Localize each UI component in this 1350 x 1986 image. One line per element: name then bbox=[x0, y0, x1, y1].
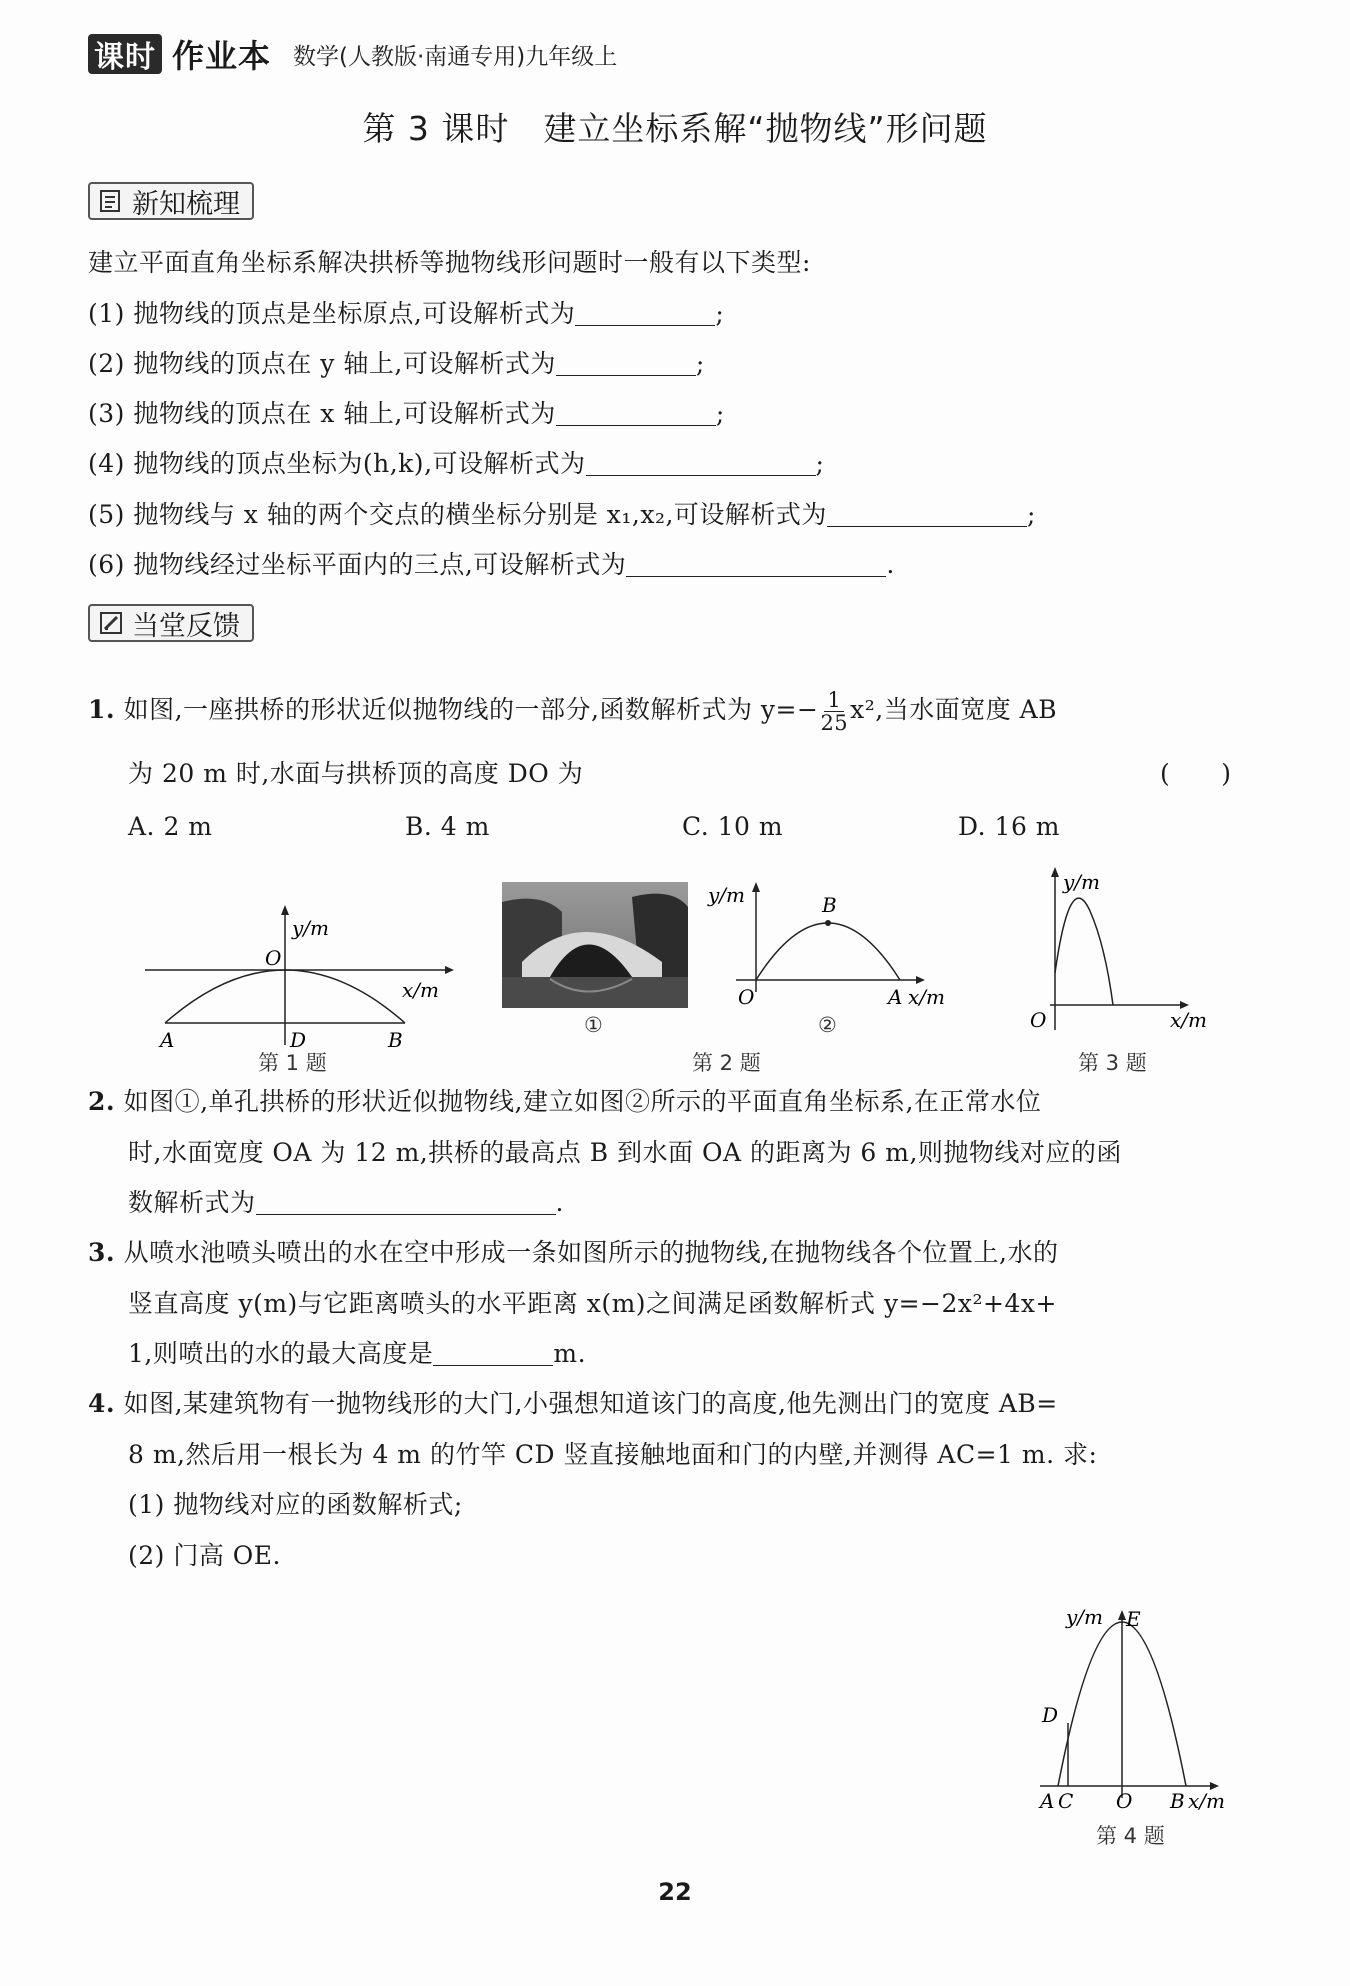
fill-item-end: ; bbox=[815, 449, 825, 478]
section-tag-label: 新知梳理 bbox=[132, 188, 240, 220]
label-o: O bbox=[1030, 1008, 1047, 1032]
figure-2-diagram bbox=[706, 872, 966, 1012]
label-b: B bbox=[388, 1028, 403, 1052]
y-axis-arrow bbox=[752, 882, 760, 892]
answer-blank[interactable] bbox=[586, 448, 816, 476]
label-a: A bbox=[888, 985, 903, 1009]
answer-blank[interactable] bbox=[556, 348, 696, 376]
y-axis-label: y/m bbox=[292, 916, 330, 940]
question-text: 1,则喷出的水的最大高度是 bbox=[128, 1339, 434, 1368]
label-a: A bbox=[160, 1028, 175, 1052]
question-text: 如图,某建筑物有一抛物线形的大门,小强想知道该门的高度,他先测出门的宽度 AB= bbox=[123, 1389, 1058, 1418]
question-text: 如图,一座拱桥的形状近似抛物线的一部分,函数解析式为 y=− bbox=[123, 695, 819, 724]
label-o: O bbox=[1116, 1789, 1133, 1813]
option-a[interactable]: A. 2 m bbox=[128, 812, 213, 841]
question-end: . bbox=[555, 1188, 564, 1217]
question-4-line-1 bbox=[88, 1387, 1058, 1421]
figure-1-diagram bbox=[140, 895, 460, 1055]
label-d: D bbox=[1042, 1703, 1059, 1727]
fill-item-text: (2) 抛物线的顶点在 y 轴上,可设解析式为 bbox=[88, 349, 556, 378]
question-3-line-1 bbox=[88, 1236, 1058, 1270]
x-axis-arrow bbox=[445, 966, 454, 974]
question-2-line-2: 时,水面宽度 OA 为 12 m,拱桥的最高点 B 到水面 OA 的距离为 6 m,则抛物线对应的函 bbox=[128, 1138, 1122, 1167]
photo-label: ① bbox=[584, 1013, 603, 1037]
fill-item-end: ; bbox=[1026, 500, 1036, 529]
question-text: 数解析式为 bbox=[128, 1188, 256, 1217]
label-c: C bbox=[1058, 1789, 1074, 1813]
label-b: B bbox=[1170, 1789, 1185, 1813]
option-c[interactable]: C. 10 m bbox=[682, 812, 784, 841]
question-2-line-1 bbox=[88, 1085, 1041, 1119]
y-axis-label: y/m bbox=[708, 883, 746, 907]
question-3-line-2: 竖直高度 y(m)与它距离喷头的水平距离 x(m)之间满足函数解析式 y=−2x²+4x+ bbox=[128, 1289, 1057, 1318]
fill-item-4 bbox=[88, 447, 824, 481]
fill-item-text: (5) 抛物线与 x 轴的两个交点的横坐标分别是 x₁,x₂,可设解析式为 bbox=[88, 500, 827, 529]
label-o: O bbox=[265, 946, 282, 970]
fill-item-text: (1) 抛物线的顶点是坐标原点,可设解析式为 bbox=[88, 299, 576, 328]
figure-2-caption: 第 2 题 bbox=[692, 1051, 761, 1075]
x-axis-label: x/m bbox=[1188, 1789, 1225, 1813]
figure-1-caption: 第 1 题 bbox=[258, 1051, 327, 1075]
x-axis-label: x/m bbox=[402, 978, 439, 1002]
figure-4-caption: 第 4 题 bbox=[1096, 1824, 1165, 1848]
answer-blank[interactable] bbox=[575, 298, 715, 326]
option-b[interactable]: B. 4 m bbox=[405, 812, 490, 841]
label-b: B bbox=[822, 893, 837, 917]
fraction-denominator: 25 bbox=[820, 711, 849, 735]
page-header bbox=[88, 32, 617, 76]
series-logo: 课时 bbox=[88, 34, 162, 74]
question-text: 从喷水池喷头喷出的水在空中形成一条如图所示的抛物线,在抛物线各个位置上,水的 bbox=[123, 1238, 1059, 1267]
question-4-sub-1: (1) 抛物线对应的函数解析式; bbox=[128, 1490, 463, 1519]
series-name: 作业本 bbox=[172, 37, 272, 75]
section-tag-feedback bbox=[88, 604, 254, 642]
question-end: m. bbox=[553, 1339, 587, 1368]
bridge-parabola bbox=[756, 923, 900, 980]
question-1-line-1 bbox=[88, 688, 1057, 734]
water-jet-parabola bbox=[1055, 898, 1113, 1005]
fraction bbox=[820, 689, 848, 734]
bridge-photo bbox=[502, 882, 688, 1008]
question-number: 3. bbox=[88, 1238, 116, 1267]
fill-item-2 bbox=[88, 347, 705, 381]
notebook-icon bbox=[98, 188, 124, 214]
lesson-title: 第 3 课时 建立坐标系解“抛物线”形问题 bbox=[362, 109, 988, 148]
fill-item-text: (3) 抛物线的顶点在 x 轴上,可设解析式为 bbox=[88, 399, 556, 428]
fill-item-3 bbox=[88, 397, 725, 431]
y-axis-arrow bbox=[1118, 1610, 1126, 1620]
fraction-numerator: 1 bbox=[824, 689, 844, 712]
answer-blank[interactable] bbox=[827, 499, 1027, 527]
question-number: 4. bbox=[88, 1389, 116, 1418]
page-number bbox=[0, 1878, 1350, 1906]
label-d: D bbox=[290, 1028, 307, 1052]
fill-item-end: ; bbox=[715, 399, 725, 428]
section-intro: 建立平面直角坐标系解决拱桥等抛物线形问题时一般有以下类型: bbox=[88, 248, 811, 277]
book-info: 数学(人教版·南通专用)九年级上 bbox=[293, 43, 618, 70]
section-tag-label: 当堂反馈 bbox=[132, 610, 240, 642]
fill-item-end: ; bbox=[695, 349, 705, 378]
fill-item-text: (4) 抛物线的顶点坐标为(h,k),可设解析式为 bbox=[88, 449, 586, 478]
question-number: 1. bbox=[88, 695, 116, 724]
question-text: 如图①,单孔拱桥的形状近似抛物线,建立如图②所示的平面直角坐标系,在正常水位 bbox=[123, 1087, 1042, 1116]
y-axis-arrow bbox=[281, 905, 289, 915]
fill-item-6 bbox=[88, 548, 895, 582]
question-4-line-2: 8 m,然后用一根长为 4 m 的竹竿 CD 竖直接触地面和门的内壁,并测得 AC=1 m. 求: bbox=[128, 1440, 1098, 1469]
label-o: O bbox=[738, 985, 755, 1009]
diagram-label: ② bbox=[818, 1013, 837, 1037]
question-text: x²,当水面宽度 AB bbox=[850, 695, 1058, 724]
y-axis-arrow bbox=[1051, 867, 1059, 877]
answer-parentheses[interactable]: ( ) bbox=[1160, 759, 1232, 788]
pencil-icon bbox=[98, 610, 124, 636]
figure-3-caption: 第 3 题 bbox=[1078, 1051, 1147, 1075]
y-axis-label: y/m bbox=[1066, 1605, 1104, 1629]
question-2-line-3 bbox=[128, 1186, 564, 1220]
fill-item-text: (6) 抛物线经过坐标平面内的三点,可设解析式为 bbox=[88, 550, 627, 579]
fill-item-end: . bbox=[886, 550, 895, 579]
section-tag-new-knowledge bbox=[88, 182, 254, 220]
x-axis-label: x/m bbox=[1170, 1008, 1207, 1032]
page-number-text: 22 bbox=[658, 1878, 692, 1906]
answer-blank[interactable] bbox=[256, 1187, 556, 1215]
answer-blank[interactable] bbox=[556, 398, 716, 426]
label-e: E bbox=[1126, 1607, 1141, 1631]
y-axis-label: y/m bbox=[1063, 870, 1101, 894]
x-axis-arrow bbox=[916, 976, 925, 984]
fill-item-end: ; bbox=[715, 299, 725, 328]
option-d[interactable]: D. 16 m bbox=[958, 812, 1061, 841]
figure-4-diagram bbox=[1030, 1598, 1250, 1818]
question-3-line-3 bbox=[128, 1337, 586, 1371]
question-number: 2. bbox=[88, 1087, 116, 1116]
fill-item-1 bbox=[88, 297, 724, 331]
label-a: A bbox=[1040, 1789, 1055, 1813]
figure-3-diagram bbox=[1005, 855, 1255, 1045]
fill-item-5 bbox=[88, 498, 1036, 532]
question-4-sub-2: (2) 门高 OE. bbox=[128, 1541, 281, 1570]
question-1-line-2: 为 20 m 时,水面与拱桥顶的高度 DO 为 bbox=[128, 759, 584, 788]
answer-blank[interactable] bbox=[626, 549, 886, 577]
x-axis-label: x/m bbox=[908, 985, 945, 1009]
answer-blank[interactable] bbox=[433, 1338, 553, 1366]
vertex-point-b bbox=[825, 920, 831, 926]
